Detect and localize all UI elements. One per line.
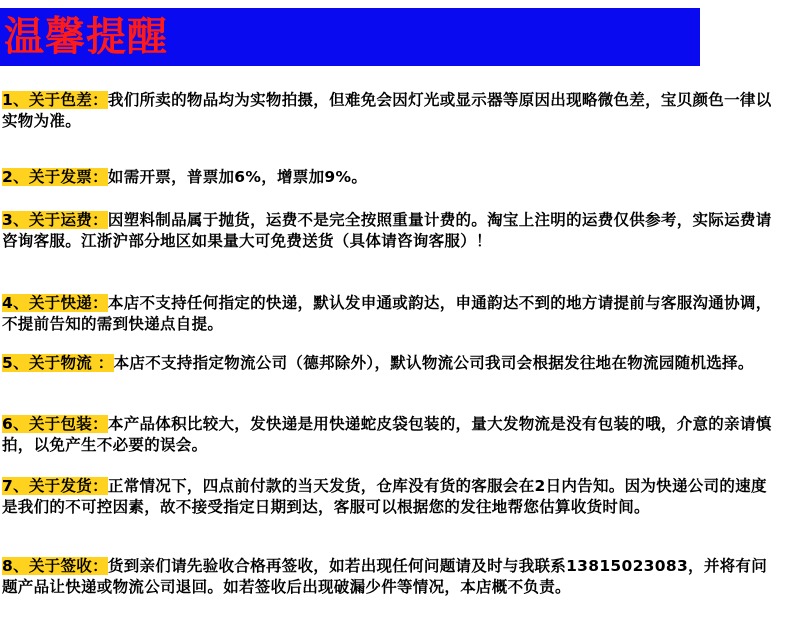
notice-packaging [2, 414, 772, 456]
notice-text: 本店不支持指定物流公司（德邦除外），默认物流公司我司会根据发往地在物流园随机选择。 [113, 354, 754, 372]
notice-express [2, 293, 772, 335]
page-title: 温馨提醒 [4, 13, 168, 60]
notice-delivery [2, 476, 772, 518]
notice-label: 3、关于运费： [2, 211, 108, 229]
notice-receipt [2, 556, 772, 598]
notice-text: 货到亲们请先验收合格再签收，如若出现任何问题请及时与我联系13815023083，并将有问题产品让快递或物流公司退回。如若签收后出现破漏少件等情况，本店概不负责。 [2, 557, 768, 596]
notice-label: 5、关于物流 ： [2, 354, 114, 372]
notice-shipping-fee [2, 210, 772, 252]
notice-label: 7、关于发货： [2, 477, 108, 495]
notice-color-difference [2, 90, 772, 132]
notice-label: 6、关于包装： [2, 415, 108, 433]
notice-logistics [2, 353, 772, 374]
notice-invoice [2, 167, 772, 188]
notice-label: 4、关于快递： [2, 294, 108, 312]
notice-text: 本店不支持任何指定的快递，默认发申通或韵达，申通韵达不到的地方请提前与客服沟通协调，不提前告知的需到快递点自提。 [2, 294, 772, 333]
notice-label: 2、关于发票： [2, 168, 108, 186]
notice-label: 1、关于色差： [2, 91, 108, 109]
notice-text: 正常情况下，四点前付款的当天发货，仓库没有货的客服会在2日内告知。因为快递公司的速度是我们的不可控因素，故不接受指定日期到达，客服可以根据您的发往地帮您估算收货时间。 [2, 477, 767, 516]
notice-text: 如需开票，普票加6%，增票加9%。 [107, 168, 368, 186]
notice-text: 因塑料制品属于抛货，运费不是完全按照重量计费的。淘宝上注明的运费仅供参考，实际运费请咨询客服。江浙沪部分地区如果量大可免费送货（具体请咨询客服）！ [2, 211, 772, 250]
notice-label: 8、关于签收： [2, 557, 108, 575]
header-banner [0, 8, 700, 66]
notice-text: 我们所卖的物品均为实物拍摄，但难免会因灯光或显示器等原因出现略微色差，宝贝颜色一律以实物为准。 [2, 91, 772, 130]
notice-text: 本产品体积比较大，发快递是用快递蛇皮袋包装的，量大发物流是没有包装的哦，介意的亲请慎拍，以免产生不必要的误会。 [2, 415, 772, 454]
